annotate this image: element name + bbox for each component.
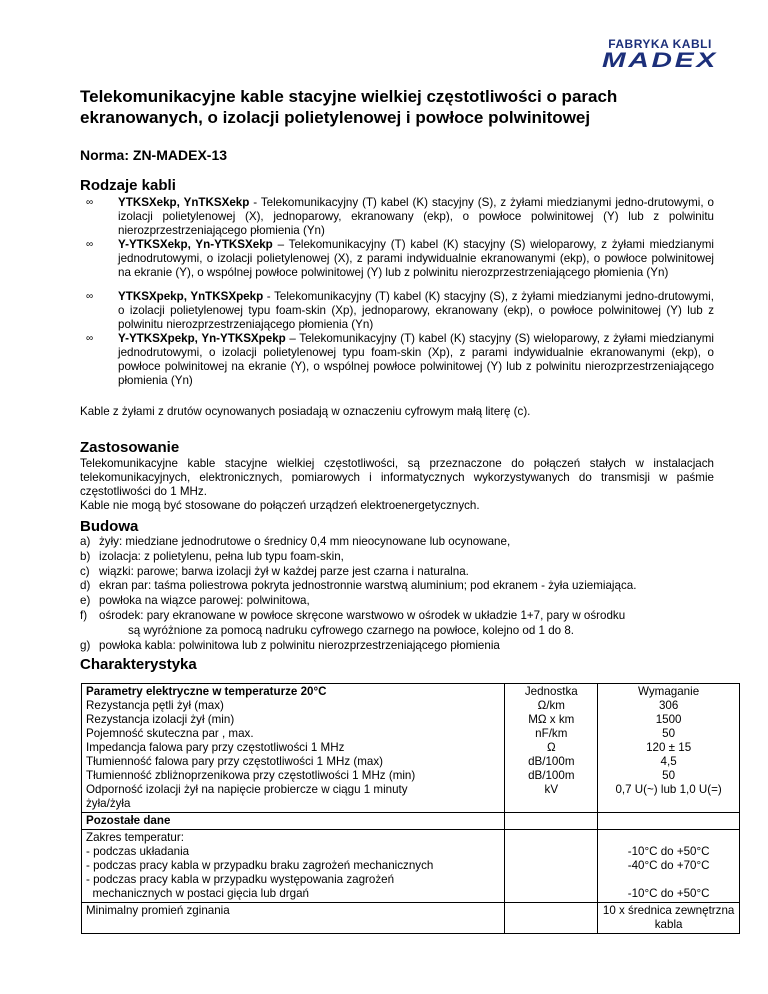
list-item [80, 609, 720, 624]
cable-desc: – Telekomunikacyjny (T) kabel (K) stacyjny (S) wieloparowy, z żyłami miedzianymi jednodrutowymi, o izolacji polietylenowej typu foam-skin (Xp), z parami indywidualnie ekranowanymi (ekp), o powłoce polwinitowej na ekranie (Y), o wspólnej powłoce polwinitowej (Y) lub z polwinitu nierozprzestrzeniającego płomienia (Yn) [118, 332, 714, 387]
item-text: wiązki: parowe; barwa izolacji żył w każdej parze jest czarna i naturalna. [99, 564, 469, 578]
list-item [80, 565, 720, 580]
application-heading: Zastosowanie [80, 439, 180, 456]
empty-cell [505, 813, 598, 830]
param-item: żyła/żyła [86, 797, 131, 810]
table-row [82, 903, 740, 934]
application-text [80, 457, 714, 513]
item-label: f) [80, 608, 88, 622]
bend-value-cell [598, 903, 740, 934]
construction-list [80, 535, 720, 653]
list-item [80, 196, 714, 238]
bend-label-cell [82, 903, 505, 934]
bullet-icon: ∞ [86, 197, 94, 208]
list-item [80, 535, 720, 550]
req-item: 50 [662, 769, 676, 782]
unit-item: MΩ x km [528, 713, 575, 726]
item-text: ośrodek: pary ekranowane w powłoce skręcone warstwowo w ośrodek w układzie 1+7, pary w ośrodku [99, 608, 626, 622]
item-label: c) [80, 564, 90, 578]
document-title: Telekomunikacyjne kable stacyjne wielkiej częstotliwości o parach ekranowanych, o izolacji polietylenowej i powłoce polwinitowej [80, 87, 618, 127]
param-item: Pojemność skuteczna par , max. [86, 727, 254, 740]
cable-name: YTKSXpekp, YnTKSXpekp [118, 290, 264, 303]
list-item [80, 624, 720, 639]
req-item: 0,7 U(~) lub 1,0 U(=) [615, 783, 722, 796]
item-label: d) [80, 579, 91, 593]
temp-label: - podczas układania [86, 845, 190, 858]
item-label: a) [80, 535, 91, 548]
bend-label: Minimalny promień zginania [86, 904, 230, 917]
temp-label: - podczas pracy kabla w przypadku braku zagrożeń mechanicznych [86, 859, 434, 872]
item-text: żyły: miedziane jednodrutowe o średnicy 0,4 mm nieocynowane lub ocynowane, [99, 535, 511, 548]
cable-name: Y-YTKSXpekp, Yn-YTKSXpekp [118, 332, 286, 345]
requirements-header: Wymaganie [638, 685, 700, 698]
cable-name: Y-YTKSXekp, Yn-YTKSXekp [118, 238, 273, 251]
empty-cell [598, 813, 740, 830]
other-heading-cell [82, 813, 505, 830]
other-data-heading: Pozostałe dane [86, 814, 171, 827]
bullet-icon: ∞ [86, 239, 94, 250]
param-item: Rezystancja izolacji żył (min) [86, 713, 235, 726]
units-header: Jednostka [524, 685, 578, 698]
norm-label: Norma: ZN-MADEX-13 [80, 147, 228, 163]
table-row [82, 684, 740, 813]
logo-main-text: MADEX [602, 49, 718, 72]
list-item [80, 579, 720, 594]
item-text: ekran par: taśma poliestrowa pokryta jednostronnie warstwą aluminium; pod ekranem - żyła uziemiająca. [99, 579, 637, 593]
list-item [80, 639, 720, 654]
list-item [80, 332, 714, 388]
req-item: 50 [662, 727, 676, 740]
unit-item: dB/100m [528, 755, 575, 768]
temp-value: -10°C do +50°C [627, 845, 710, 858]
param-item: Rezystancja pętli żył (max) [86, 699, 224, 712]
temp-value: -10°C do +50°C [627, 887, 710, 900]
empty-cell [505, 830, 598, 903]
temperature-heading: Zakres temperatur: [86, 831, 184, 844]
company-logo [580, 38, 740, 71]
logo-top-text: FABRYKA KABLI [608, 37, 712, 51]
list-item [80, 238, 714, 280]
cable-desc: - Telekomunikacyjny (T) kabel (K) stacyjny (S), z żyłami miedzianymi jedno-drutowymi, o izolacji polietylenowej (X), jednoparowy, ekranowany (ekp), o powłoce polwinitowej (Y) lub z polwinitu nierozprzestrzeniającego płomienia (Yn) [118, 196, 715, 237]
specifications-table [81, 683, 740, 934]
param-item: Impedancja falowa pary przy częstotliwości 1 MHz [86, 741, 345, 754]
application-note: Kable nie mogą być stosowane do połączeń urządzeń elektroenergetycznych. [80, 499, 480, 512]
param-item: Tłumienność zbliżnoprzenikowa przy częstotliwości 1 MHz (min) [86, 769, 416, 782]
bullet-icon: ∞ [86, 333, 94, 344]
list-item [80, 594, 720, 609]
item-label: e) [80, 594, 91, 608]
param-item: Odporność izolacji żył na napięcie probiercze w ciągu 1 minuty [86, 783, 408, 796]
unit-item: dB/100m [528, 769, 575, 782]
unit-item: Ω [546, 741, 556, 754]
list-item [80, 550, 720, 565]
temp-label: - podczas pracy kabla w przypadku występowania zagrożeń [86, 873, 395, 886]
params-header: Parametry elektryczne w temperaturze 20°C [86, 685, 327, 698]
list-item [80, 290, 714, 332]
tinned-note: Kable z żyłami z drutów ocynowanych posiadają w oznaczeniu cyfrowym małą literę (c). [80, 405, 531, 418]
table-row [82, 830, 740, 903]
item-label: b) [80, 549, 91, 563]
cable-name: YTKSXekp, YnTKSXekp [118, 196, 250, 209]
types-heading: Rodzaje kabli [80, 177, 176, 194]
item-text: powłoka kabla: polwinitowa lub z polwinitu nierozprzestrzeniającego płomienia [99, 638, 500, 652]
requirements-cell [598, 684, 740, 813]
unit-item: Ω/km [537, 699, 565, 712]
unit-item: kV [544, 783, 559, 796]
table-row [82, 813, 740, 830]
item-text: są wyróżnione za pomocą nadruku cyfrowego czarnego na powłoce, kolejno od 1 do 8. [128, 623, 574, 637]
types-list [80, 196, 714, 388]
req-item: 120 ± 15 [646, 741, 692, 754]
params-cell [82, 684, 505, 813]
item-label: g) [80, 638, 91, 652]
item-text: powłoka na wiązce parowej: polwinitowa, [99, 594, 310, 608]
characteristics-heading: Charakterystyka [80, 656, 197, 673]
bend-value: 10 x średnica zewnętrzna kabla [602, 904, 735, 931]
application-paragraph: Telekomunikacyjne kable stacyjne wielkiej częstotliwości, są przeznaczone do połączeń stałych w instalacjach telekomunikacyjnych, elektronicznych, pomiarowych i informatycznych wykorzystywanych do transmisji w paśmie częstotliwości do 1 MHz. [80, 457, 714, 498]
temp-value: -40°C do +70°C [627, 859, 710, 872]
units-cell [505, 684, 598, 813]
item-text: izolacja: z polietylenu, pełna lub typu foam-skin, [99, 549, 344, 563]
req-item: 306 [658, 699, 679, 712]
bullet-icon: ∞ [86, 291, 94, 302]
temperature-values-cell [598, 830, 740, 903]
temp-label: mechanicznych w postaci gięcia lub drgań [86, 887, 309, 900]
construction-heading: Budowa [80, 518, 139, 535]
cable-desc: – Telekomunikacyjny (T) kabel (K) stacyjny (S) wieloparowy, z żyłami miedzianymi jednodrutowymi, o izolacji polietylenowej (X), z parami indywidualnie ekranowanymi (ekp), o powłoce polwinitowej na ekranie (Y), o wspólnej powłoce polwinitowej (Y) lub z polwinitu nierozprzestrzeniającego płomienia (Yn) [118, 238, 715, 279]
unit-item: nF/km [535, 727, 568, 740]
empty-cell [505, 903, 598, 934]
temperature-labels-cell [82, 830, 505, 903]
req-item: 1500 [655, 713, 682, 726]
req-item: 4,5 [660, 755, 677, 768]
param-item: Tłumienność falowa pary przy częstotliwości 1 MHz (max) [86, 755, 384, 768]
cable-desc: - Telekomunikacyjny (T) kabel (K) stacyjny (S), z żyłami miedzianymi jedno-drutowymi, o izolacji polietylenowej typu foam-skin (Xp), jednoparowy, ekranowany (ekp), o powłoce polwinitowej (Y) lub z polwinitu nierozprzestrzeniającego płomienia (Yn) [118, 290, 714, 331]
